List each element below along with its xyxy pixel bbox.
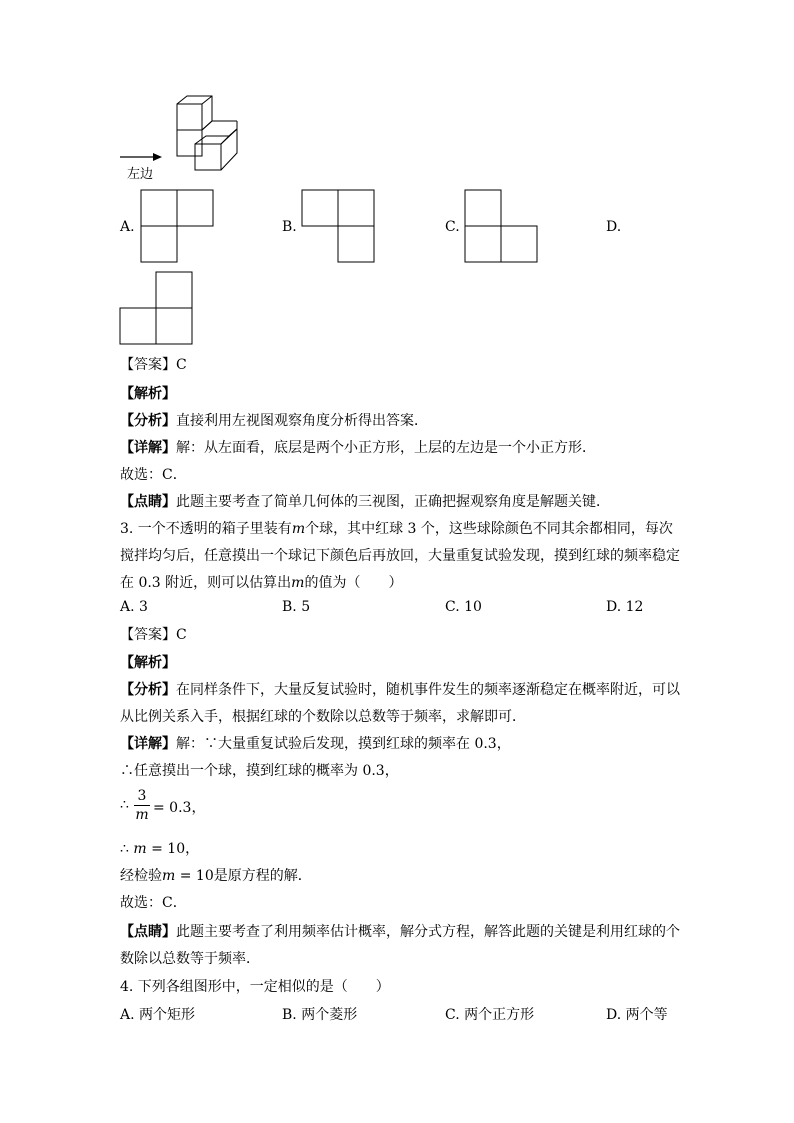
q4-option-d: D. 两个等 [606,1007,668,1023]
q3-xiangjie-line1: 【详解】解：∵大量重复试验后发现，摸到红球的频率在 0.3， [120,736,511,752]
q3-option-a: A. 3 [120,599,148,615]
option-c-label: C. [445,219,460,235]
fraction-equation-tail: = 0.3， [153,800,206,816]
q4-option-b: B. 两个菱形 [282,1007,358,1023]
q3-check: 经检验m = 10是原方程的解． [120,868,312,884]
q4-option-c: C. 两个正方形 [445,1007,535,1023]
q2-answer: 【答案】C [120,357,187,373]
option-d-label: D. [606,219,622,235]
arrow-label: 左边 [127,167,154,182]
option-b-label: B. [282,219,297,235]
q2-jiexi: 【解析】 [120,386,176,402]
q4-option-a: A. 两个矩形 [120,1007,196,1023]
q3-answer: 【答案】C [120,627,187,643]
q3-fenxi-line2: 从比例关系入手，根据红球的个数除以总数等于频率，求解即可． [120,709,526,725]
q2-xiangjie: 【详解】解：从左面看，底层是两个小正方形，上层的左边是一个小正方形． [120,440,596,456]
q3-stem-line1: 3. 一个不透明的箱子里装有m个球，其中红球 3 个，这些球除颜色不同其余都相同，每次 [120,521,673,537]
q3-jiexi: 【解析】 [120,655,176,671]
q3-dianjing-line1: 【点睛】此题主要考查了利用频率估计概率，解分式方程，解答此题的关键是利用红球的个 [120,924,680,940]
q3-dianjing-line2: 数除以总数等于频率． [120,951,260,967]
q3-m-equals-10: ∴ m = 10， [120,841,200,857]
q3-option-d: D. 12 [606,599,644,615]
q3-choice: 故选：C． [120,895,187,911]
q4-stem: 4. 下列各组图形中，一定相似的是（ ） [120,979,390,995]
q2-dianjing: 【点睛】此题主要考查了简单几何体的三视图，正确把握观察角度是解题关键． [120,494,610,510]
q3-stem-line3: 在 0.3 附近，则可以估算出m的值为（ ） [120,575,403,591]
q3-option-c: C. 10 [445,599,482,615]
q3-stem-line2: 搅拌均匀后，任意摸出一个球记下颜色后再放回，大量重复试验发现，摸到红球的频率稳定 [120,548,680,564]
option-a-label: A. [120,219,135,235]
q2-fenxi: 【分析】直接利用左视图观察角度分析得出答案． [120,413,428,429]
q3-xiangjie-line2: ∴任意摸出一个球，摸到红球的概率为 0.3， [120,763,399,779]
q3-fenxi-line1: 【分析】在同样条件下，大量反复试验时，随机事件发生的频率逐渐稳定在概率附近，可以 [120,682,680,698]
q2-choice: 故选：C． [120,467,187,483]
q3-option-b: B. 5 [282,599,311,615]
therefore-symbol: ∴ [120,797,129,813]
fraction-3-over-m: 3 m [135,788,149,823]
